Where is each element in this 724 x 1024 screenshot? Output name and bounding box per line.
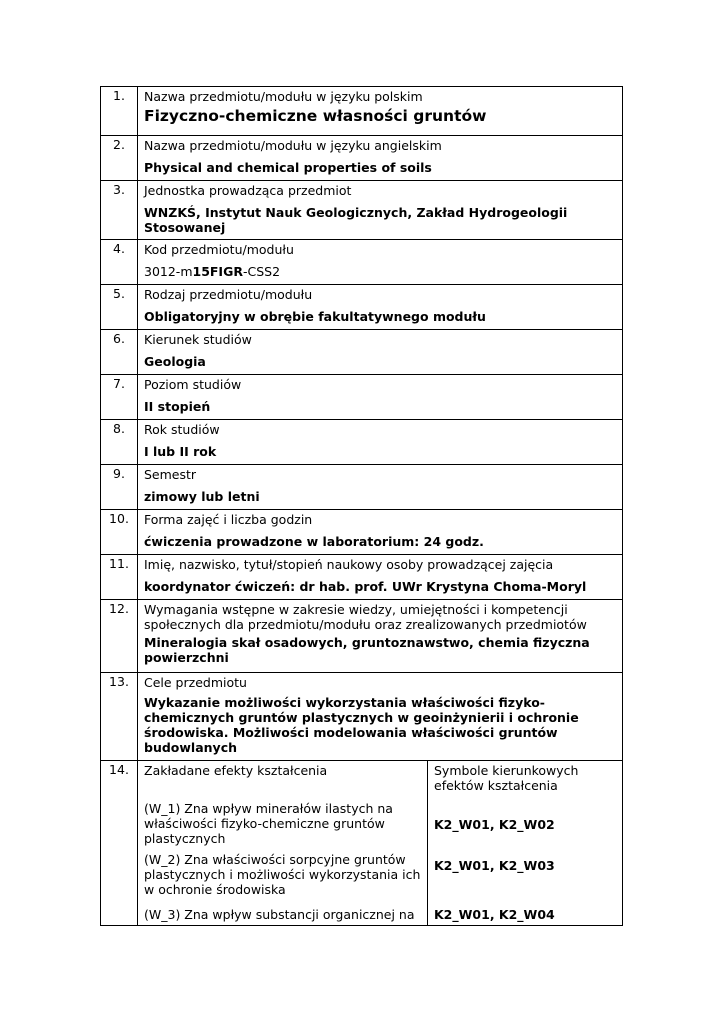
syllabus-table xyxy=(100,86,623,926)
course-objectives: Wykazanie możliwości wykorzystania właściwości fizyko-chemicznych gruntów plastycznych w geoinżynierii i ochronie środowiska. Możliwości modelowania właściwości gruntów budowlanych xyxy=(144,695,579,755)
row-label: Kierunek studiów xyxy=(144,332,252,347)
class-form-hours: ćwiczenia prowadzone w laboratorium: 24 godz. xyxy=(144,534,484,549)
row-12 xyxy=(101,600,623,673)
row-label: Kod przedmiotu/modułu xyxy=(144,242,294,257)
row-label: Nazwa przedmiotu/modułu w języku angielskim xyxy=(144,138,442,153)
row-5 xyxy=(101,285,623,330)
effect-symbols-w2: K2_W01, K2_W03 xyxy=(434,857,555,873)
effect-item-w3: (W_3) Zna wpływ substancji organicznej na xyxy=(144,906,415,922)
course-type: Obligatoryjny w obrębie fakultatywnego modułu xyxy=(144,309,486,324)
row-label: Jednostka prowadząca przedmiot xyxy=(144,183,352,198)
row-number: 2. xyxy=(101,136,138,181)
symbols-cell xyxy=(428,902,623,926)
field-of-study: Geologia xyxy=(144,354,206,369)
row-8 xyxy=(101,420,623,465)
row-number: 4. xyxy=(101,240,138,285)
row-number: 8. xyxy=(101,420,138,465)
row-content xyxy=(138,240,623,285)
symbols-cell xyxy=(428,761,623,850)
course-code-suffix: -CSS2 xyxy=(242,264,281,279)
effect-symbols-w3: K2_W01, K2_W04 xyxy=(434,906,555,922)
effects-cell xyxy=(138,902,428,926)
row-number: 14. xyxy=(101,761,138,926)
row-14-w3 xyxy=(101,902,623,926)
row-10 xyxy=(101,510,623,555)
row-9 xyxy=(101,465,623,510)
row-label: Wymagania wstępne w zakresie wiedzy, umiejętności i kompetencji społecznych dla przedmiotu/modułu oraz zrealizowanych przedmiotów xyxy=(144,602,587,632)
row-1 xyxy=(101,87,623,136)
row-content xyxy=(138,285,623,330)
symbols-header: Symbole kierunkowych efektów kształcenia xyxy=(434,763,579,793)
row-2 xyxy=(101,136,623,181)
course-code-prefix: 3012-m xyxy=(144,264,193,279)
row-number: 9. xyxy=(101,465,138,510)
row-11 xyxy=(101,555,623,600)
semester: zimowy lub letni xyxy=(144,489,260,504)
instructor: koordynator ćwiczeń: dr hab. prof. UWr Krystyna Choma-Moryl xyxy=(144,579,587,594)
study-level: II stopień xyxy=(144,399,211,414)
effect-symbols-w1: K2_W01, K2_W02 xyxy=(434,817,555,832)
row-content xyxy=(138,510,623,555)
row-content xyxy=(138,420,623,465)
row-content xyxy=(138,375,623,420)
effects-cell xyxy=(138,850,428,902)
row-6 xyxy=(101,330,623,375)
effects-cell xyxy=(138,761,428,850)
row-number: 11. xyxy=(101,555,138,600)
symbols-cell xyxy=(428,850,623,902)
row-label: Rok studiów xyxy=(144,422,220,437)
row-content xyxy=(138,330,623,375)
row-number: 7. xyxy=(101,375,138,420)
study-year: I lub II rok xyxy=(144,444,217,459)
row-content xyxy=(138,555,623,600)
row-3 xyxy=(101,181,623,240)
row-13 xyxy=(101,673,623,761)
row-label: Poziom studiów xyxy=(144,377,242,392)
row-number: 3. xyxy=(101,181,138,240)
row-14-w2 xyxy=(101,850,623,902)
course-code-bold: 15FIGR xyxy=(192,264,243,279)
effect-item-w2: (W_2) Zna właściwości sorpcyjne gruntów plastycznych i możliwości wykorzystania ich w ochronie środowiska xyxy=(144,851,421,897)
row-content xyxy=(138,600,623,673)
row-label: Forma zajęć i liczba godzin xyxy=(144,512,313,527)
unit-value: WNZKŚ, Instytut Nauk Geologicznych, Zakład Hydrogeologii Stosowanej xyxy=(144,205,568,235)
row-label: Rodzaj przedmiotu/modułu xyxy=(144,287,313,302)
course-name-en: Physical and chemical properties of soils xyxy=(144,160,432,175)
effects-label: Zakładane efekty kształcenia xyxy=(144,763,328,778)
row-label: Nazwa przedmiotu/modułu w języku polskim xyxy=(144,89,423,104)
row-14-header xyxy=(101,761,623,850)
row-number: 6. xyxy=(101,330,138,375)
row-number: 13. xyxy=(101,673,138,761)
row-number: 12. xyxy=(101,600,138,673)
prerequisites: Mineralogia skał osadowych, gruntoznawstwo, chemia fizyczna powierzchni xyxy=(144,635,590,665)
row-number: 10. xyxy=(101,510,138,555)
row-content xyxy=(138,465,623,510)
row-4 xyxy=(101,240,623,285)
row-number: 5. xyxy=(101,285,138,330)
row-7 xyxy=(101,375,623,420)
course-name-pl: Fizyczno-chemiczne własności gruntów xyxy=(144,107,487,125)
row-content xyxy=(138,87,623,136)
row-label: Imię, nazwisko, tytuł/stopień naukowy osoby prowadzącej zajęcia xyxy=(144,557,554,572)
row-number: 1. xyxy=(101,87,138,136)
row-content xyxy=(138,181,623,240)
course-code xyxy=(144,264,616,279)
row-content xyxy=(138,673,623,761)
effect-item-w1: (W_1) Zna wpływ minerałów ilastych na właściwości fizyko-chemiczne gruntów plastycznych xyxy=(144,801,393,846)
row-label: Semestr xyxy=(144,467,197,482)
row-label: Cele przedmiotu xyxy=(144,675,247,690)
row-content xyxy=(138,136,623,181)
